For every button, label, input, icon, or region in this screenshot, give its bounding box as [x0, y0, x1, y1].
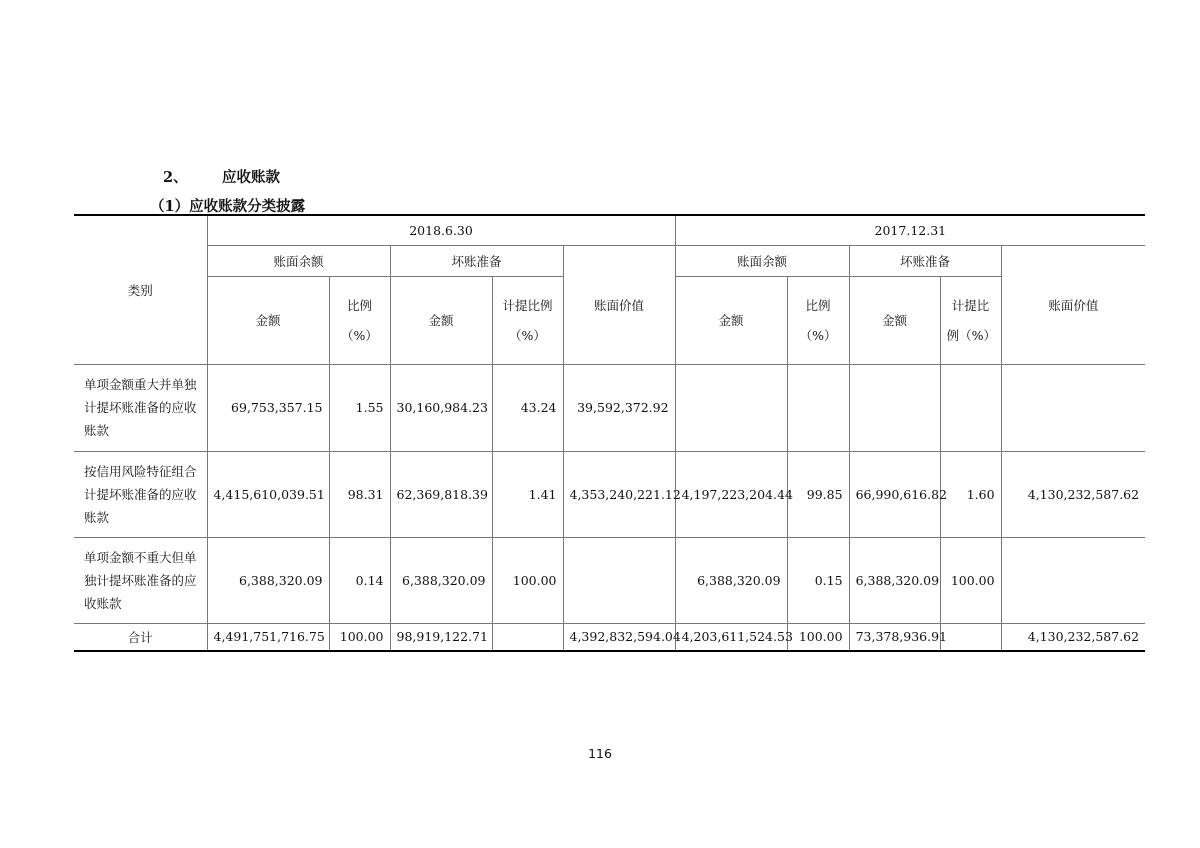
row-category-line: 独计提坏账准备的应	[84, 572, 197, 588]
period-header-2017: 2017.12.31	[675, 215, 1145, 245]
ratio-header	[787, 276, 849, 364]
table-row	[74, 451, 1145, 537]
cell-amount: 4,415,610,039.51	[207, 451, 329, 537]
cell-ratio: 100.00	[940, 537, 1001, 623]
ratio-header	[329, 276, 390, 364]
book-balance-header-2018: 账面余额	[207, 245, 390, 276]
total-amount: 4,203,611,524.53	[675, 623, 787, 651]
cell-ratio: 100.00	[492, 537, 563, 623]
cell-amount: 6,388,320.09	[675, 537, 787, 623]
cell-amount: 6,388,320.09	[390, 537, 492, 623]
row-category	[74, 451, 207, 537]
row-category-line: 计提坏账准备的应收	[84, 486, 197, 502]
cell-amount: 4,197,223,204.44	[675, 451, 787, 537]
cell-amount: 62,369,818.39	[390, 451, 492, 537]
provision-ratio-header-line1: 计提比例	[502, 298, 553, 313]
cell-amount: 6,388,320.09	[207, 537, 329, 623]
cell-amount: 66,990,616.82	[849, 451, 940, 537]
provision-ratio-header-line1: 计提比	[951, 298, 990, 313]
book-value-header-2018: 账面价值	[563, 245, 675, 364]
cell-ratio: 0.14	[329, 537, 390, 623]
cell-amount: 30,160,984.23	[390, 364, 492, 451]
cell-amount: 69,753,357.15	[207, 364, 329, 451]
section-subtitle: （1）应收账款分类披露	[150, 198, 306, 215]
ratio-header-line2: （%）	[799, 328, 837, 343]
period-header-2018: 2018.6.30	[207, 215, 675, 245]
provision-ratio-header-line2: 例（%）	[946, 328, 996, 343]
table-row	[74, 537, 1145, 623]
total-amount: 4,130,232,587.62	[1001, 623, 1145, 651]
row-category-line: 计提坏账准备的应收	[84, 400, 197, 415]
row-category	[74, 364, 207, 451]
cell-ratio: 1.60	[940, 451, 1001, 537]
row-category-line: 按信用风险特征组合	[84, 463, 197, 479]
amount-header: 金额	[390, 276, 492, 364]
provision-ratio-header-line2: （%）	[509, 328, 546, 343]
cell-amount: 4,130,232,587.62	[1001, 451, 1145, 537]
cell-ratio: 1.41	[492, 451, 563, 537]
cell-ratio	[940, 364, 1001, 451]
ratio-header-line1: 比例	[805, 298, 831, 313]
row-category-line: 单项金额不重大但单	[84, 549, 197, 565]
amount-header: 金额	[207, 276, 329, 364]
cell-amount: 39,592,372.92	[563, 364, 675, 451]
row-category-line: 单项金额重大并单独	[84, 377, 197, 392]
bad-debt-header-2018: 坏账准备	[390, 245, 563, 276]
cell-amount	[849, 364, 940, 451]
section-title: 应收账款	[222, 169, 280, 186]
provision-ratio-header	[940, 276, 1001, 364]
cell-ratio: 98.31	[329, 451, 390, 537]
cell-ratio: 43.24	[492, 364, 563, 451]
bad-debt-header-2017: 坏账准备	[849, 245, 1001, 276]
cell-amount: 6,388,320.09	[849, 537, 940, 623]
provision-ratio-header	[492, 276, 563, 364]
row-category	[74, 537, 207, 623]
cell-amount	[1001, 537, 1145, 623]
total-ratio	[940, 623, 1001, 651]
total-amount: 98,919,122.71	[390, 623, 492, 651]
page-number: 116	[588, 746, 612, 761]
total-ratio	[492, 623, 563, 651]
cell-ratio: 1.55	[329, 364, 390, 451]
row-category-line: 收账款	[84, 595, 122, 611]
book-value-header-2017: 账面价值	[1001, 245, 1145, 364]
cell-ratio: 0.15	[787, 537, 849, 623]
amount-header: 金额	[675, 276, 787, 364]
cell-amount	[563, 537, 675, 623]
cell-ratio: 99.85	[787, 451, 849, 537]
ratio-header-line1: 比例	[346, 298, 372, 313]
total-label: 合计	[74, 623, 207, 651]
row-category-line: 账款	[84, 509, 110, 525]
receivables-table	[74, 214, 1145, 652]
total-amount: 4,491,751,716.75	[207, 623, 329, 651]
section-number: 2、	[163, 169, 188, 186]
total-amount: 4,392,832,594.04	[563, 623, 675, 651]
row-category-line: 账款	[84, 423, 110, 438]
cell-amount	[675, 364, 787, 451]
amount-header: 金额	[849, 276, 940, 364]
cell-ratio	[787, 364, 849, 451]
cell-amount	[1001, 364, 1145, 451]
total-row	[74, 623, 1145, 651]
category-header: 类别	[74, 215, 207, 364]
cell-amount: 4,353,240,221.12	[563, 451, 675, 537]
total-ratio: 100.00	[329, 623, 390, 651]
total-ratio: 100.00	[787, 623, 849, 651]
ratio-header-line2: （%）	[341, 328, 378, 343]
table-row	[74, 364, 1145, 451]
total-amount: 73,378,936.91	[849, 623, 940, 651]
book-balance-header-2017: 账面余额	[675, 245, 849, 276]
